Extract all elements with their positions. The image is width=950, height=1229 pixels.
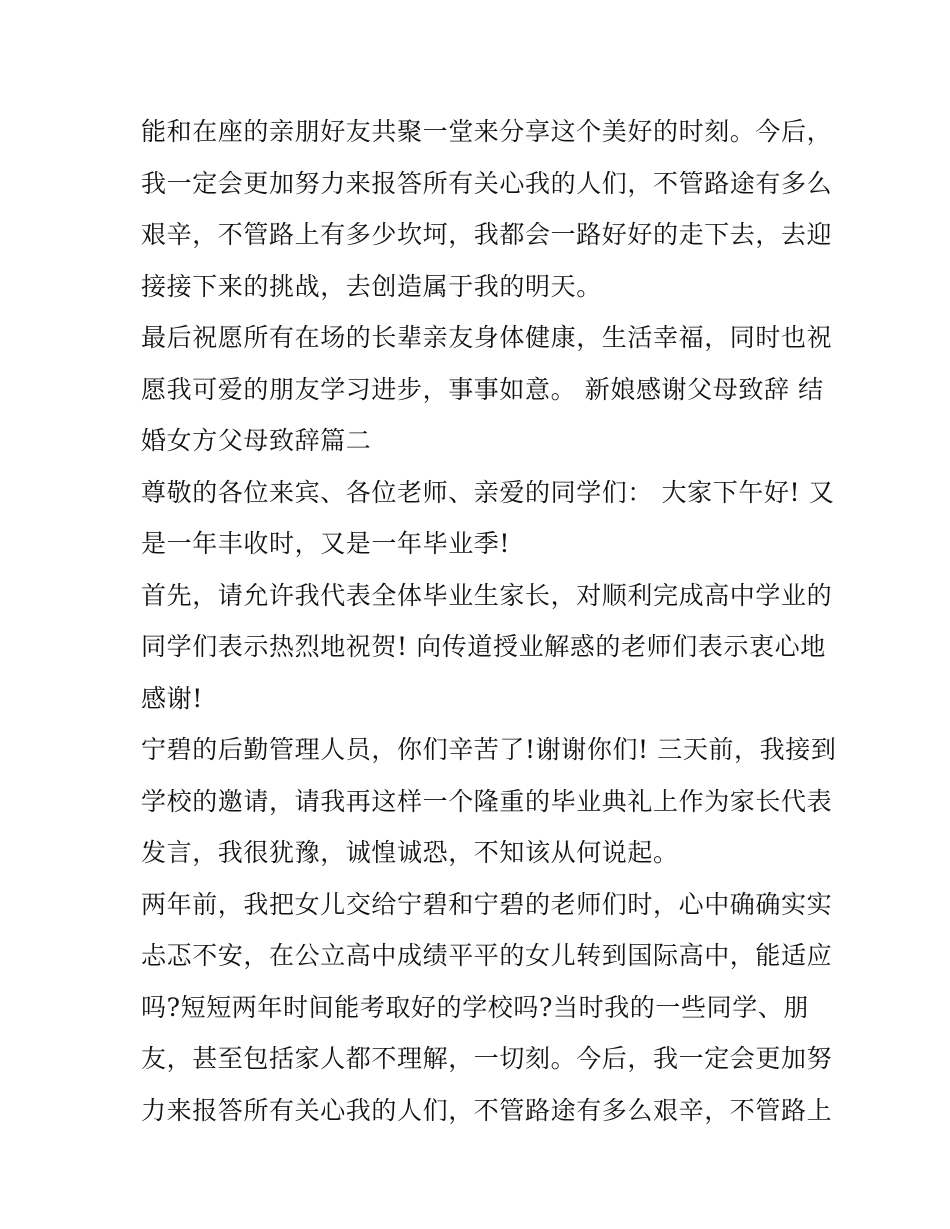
text-line: 友，甚至包括家人都不理解，一切刻。今后，我一定会更加努 bbox=[141, 1044, 833, 1073]
text-line: 是一年丰收时，又是一年毕业季! bbox=[141, 529, 511, 558]
text-line: 发言，我很犹豫，诚惶诚恐，不知该从何说起。 bbox=[141, 838, 679, 867]
document-body-text bbox=[141, 106, 837, 1136]
text-line: 首先，请允许我代表全体毕业生家长，对顺利完成高中学业的 bbox=[141, 580, 833, 610]
text-line: 力来报答所有关心我的人们，不管路途有多么艰辛，不管路上 bbox=[141, 1095, 833, 1125]
text-line: 宁碧的后勤管理人员，你们辛苦了!谢谢你们! 三天前，我接到 bbox=[141, 735, 837, 764]
text-line: 尊敬的各位来宾、各位老师、亲爱的同学们： 大家下午好! 又 bbox=[141, 477, 835, 507]
text-line: 两年前，我把女儿交给宁碧和宁碧的老师们时，心中确确实实 bbox=[141, 889, 833, 919]
text-line: 同学们表示热烈地祝贺! 向传道授业解惑的老师们表示衷心地 bbox=[141, 632, 826, 661]
text-line: 吗?短短两年时间能考取好的学校吗?当时我的一些同学、朋 bbox=[141, 992, 810, 1022]
text-line: 接接下来的挑战，去创造属于我的明天。 bbox=[141, 271, 602, 301]
text-line: 婚女方父母致辞篇二 bbox=[141, 426, 372, 455]
text-line: 学校的邀请，请我再这样一个隆重的毕业典礼上作为家长代表 bbox=[141, 786, 833, 816]
text-line: 艰辛，不管路上有多少坎坷，我都会一路好好的走下去，去迎 bbox=[141, 220, 833, 249]
text-line: 愿我可爱的朋友学习进步，事事如意。 新娘感谢父母致辞 结 bbox=[141, 374, 824, 404]
text-line: 最后祝愿所有在场的长辈亲友身体健康，生活幸福，同时也祝 bbox=[141, 323, 833, 352]
text-line: 忐忑不安，在公立高中成绩平平的女儿转到国际高中，能适应 bbox=[141, 941, 833, 970]
text-line: 感谢! bbox=[141, 683, 203, 713]
text-line: 我一定会更加努力来报答所有关心我的人们，不管路途有多么 bbox=[141, 168, 833, 198]
text-line: 能和在座的亲朋好友共聚一堂来分享这个美好的时刻。今后， bbox=[141, 117, 833, 146]
